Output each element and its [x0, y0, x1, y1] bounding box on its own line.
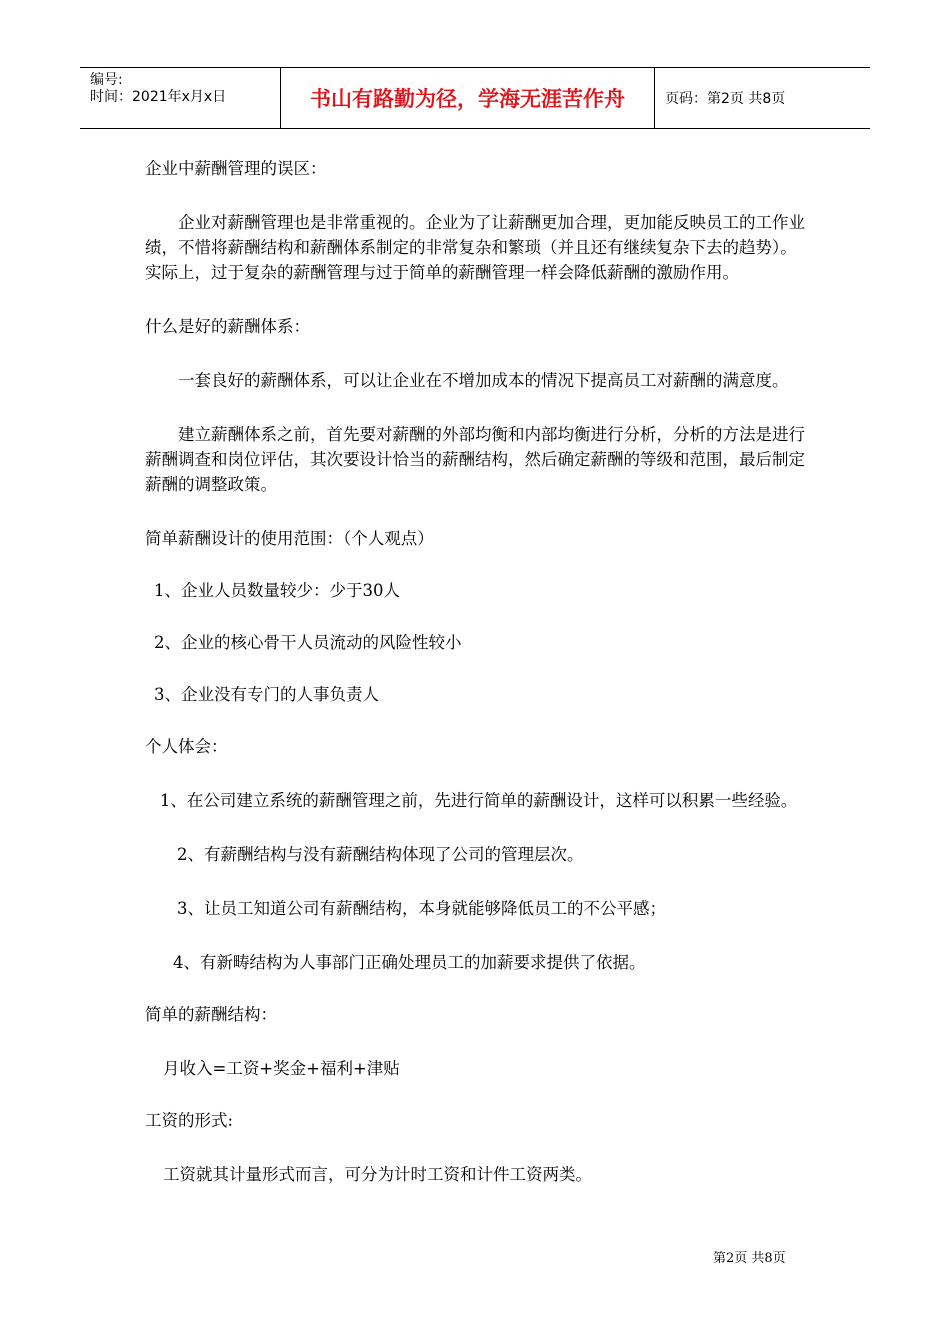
heading-good-system: 什么是好的薪酬体系：: [145, 317, 310, 336]
paragraph-good-system: 一套良好的薪酬体系，可以让企业在不增加成本的情况下提高员工对薪酬的满意度。: [178, 371, 789, 390]
list-item-experience-2: 2、有薪酬结构与没有薪酬结构体现了公司的管理层次。: [177, 845, 584, 864]
paragraph-build-system: 建立薪酬体系之前，首先要对薪酬的外部均衡和内部均衡进行分析，分析的方法是进行薪酬调查和岗位评估，其次要设计恰当的薪酬结构，然后确定薪酬的等级和范围，最后制定薪酬的调整政策。: [145, 425, 805, 494]
heading-simple-structure: 简单的薪酬结构：: [145, 1005, 277, 1024]
header-page-info: 页码：第2页 共8页: [665, 91, 786, 107]
list-item-experience-4: 4、有新畴结构为人事部门正确处理员工的加薪要求提供了依据。: [173, 953, 646, 972]
document-body: [145, 150, 810, 1187]
formula-monthly-income: 月收入=工资+奖金+福利+津贴: [163, 1059, 400, 1078]
heading-scope: 简单薪酬设计的使用范围：（个人观点）: [145, 529, 434, 548]
paragraph-wage-form: 工资就其计量形式而言，可分为计时工资和计件工资两类。: [163, 1165, 592, 1184]
list-item-experience-3: 3、让员工知道公司有薪酬结构，本身就能够降低员工的不公平感；: [177, 899, 666, 918]
list-item-experience-1: 1、在公司建立系统的薪酬管理之前，先进行简单的薪酬设计，这样可以积累一些经验。: [159, 791, 798, 810]
code-label: 编号:: [90, 72, 123, 88]
page-header: [80, 67, 870, 129]
list-item-scope-2: 2、企业的核心骨干人员流动的风险性较小: [154, 633, 462, 652]
time-label: 时间：2021年x月x日: [90, 89, 227, 105]
heading-experience: 个人体会：: [145, 737, 228, 756]
heading-wage-form: 工资的形式:: [145, 1111, 234, 1130]
list-item-scope-1: 1、企业人员数量较少：少于30人: [154, 581, 400, 600]
header-motto: 书山有路勤为径，学海无涯苦作舟: [281, 68, 655, 128]
page-footer: 第2页 共8页: [713, 1251, 786, 1266]
list-item-scope-3: 3、企业没有专门的人事负责人: [154, 685, 379, 704]
heading-pitfalls: 企业中薪酬管理的误区：: [145, 159, 327, 178]
header-meta: [80, 68, 281, 128]
paragraph-pitfalls: 企业对薪酬管理也是非常重视的。企业为了让薪酬更加合理，更加能反映员工的工作业绩，不惜将薪酬结构和薪酬体系制定的非常复杂和繁琐（并且还有继续复杂下去的趋势）。实际上，过于复杂的薪酬管理与过于简单的薪酬管理一样会降低薪酬的激励作用。: [145, 213, 805, 282]
